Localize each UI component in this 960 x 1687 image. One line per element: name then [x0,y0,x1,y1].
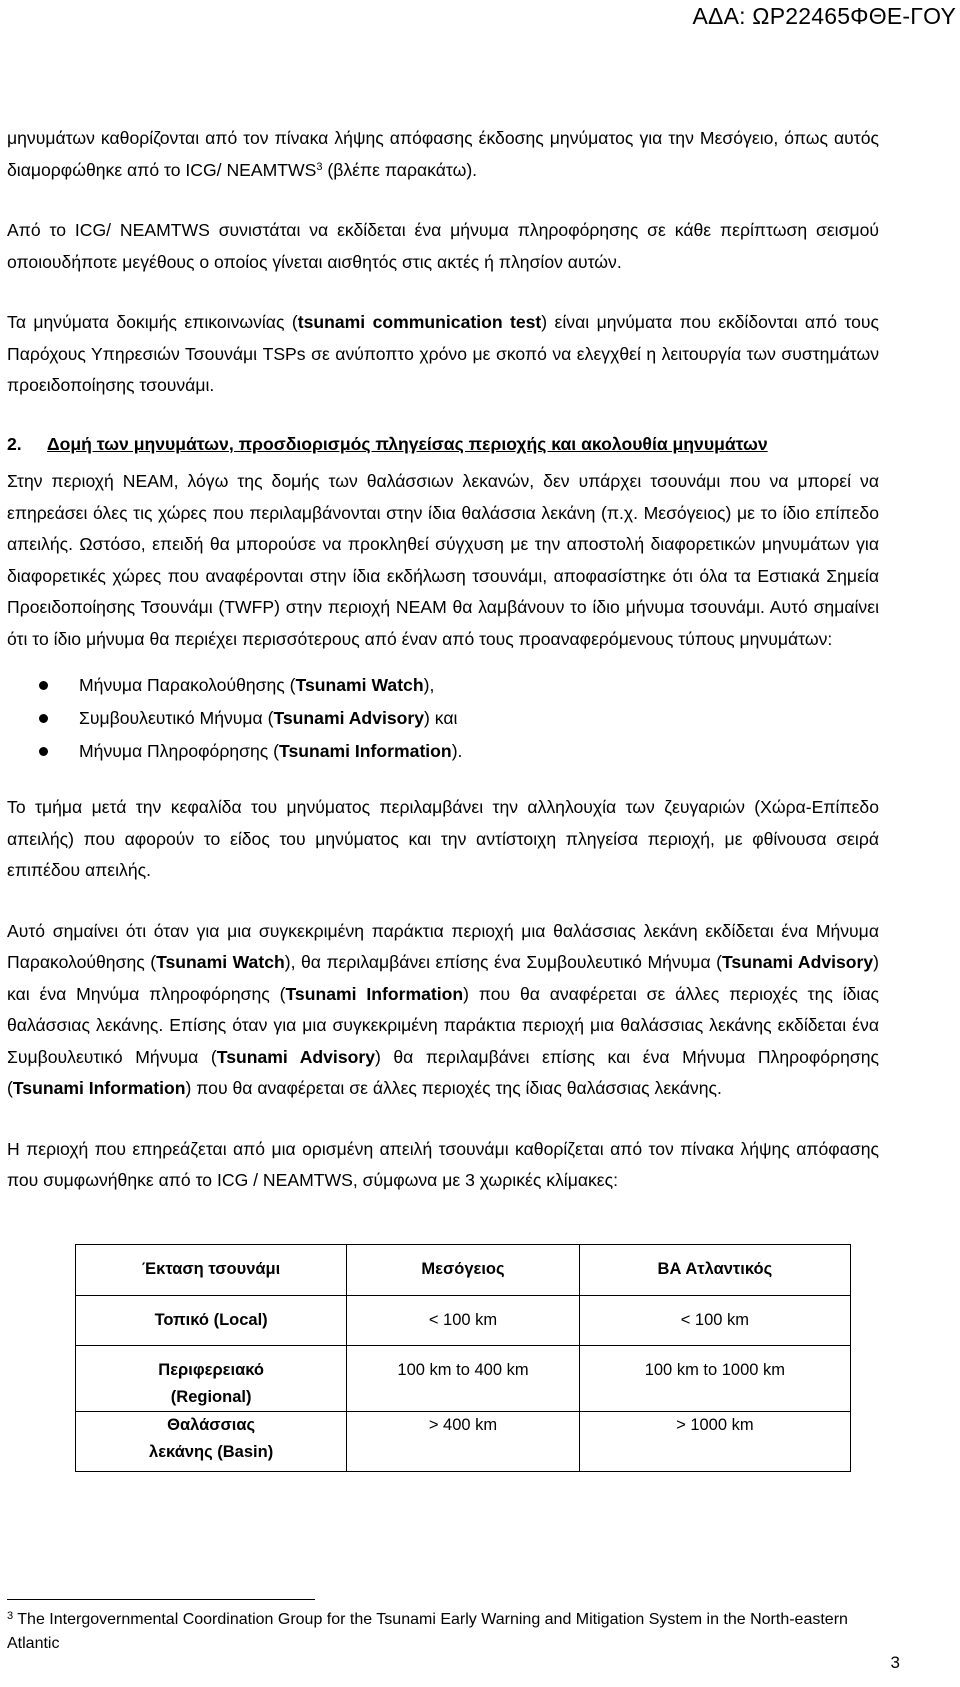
list-item-bold: Tsunami Information [279,741,452,761]
p3-text-a: Τα μηνύματα δοκιμής επικοινωνίας ( [7,312,298,332]
paragraph-4: Στην περιοχή NEAM, λόγω της δομής των θαλάσσιων λεκανών, δεν υπάρχει τσουνάμι που να μπορεί να επηρεάσει όλες τις χώρες που περιλαμβάνονται στην ίδια θαλάσσια λεκάνη (π.χ. Μεσόγειος) με το ίδιο επίπεδο απειλής. Ωστόσο, επειδή θα μπορούσε να προκληθεί σύγχυση με την αποστολή διαφορετικών μηνυμάτων για διαφορετικές χώρες που αναφέρονται στην ίδια εκδήλωση τσουνάμι, αποφασίστηκε ότι όλα τα Εστιακά Σημεία Προειδοποίησης Τσουνάμι (TWFP) στην περιοχή NEAM θα λαμβάνουν το ίδιο μήνυμα τσουνάμι. Αυτό σημαίνει ότι το ίδιο μήνυμα θα περιέχει περισσότερους από έναν από τους προαναφερόμενους τύπους μηνυμάτων: [7,471,879,649]
p3-text-c: ) είναι μηνύματα που εκδίδονται από τους Παρόχους Υπηρεσιών Τσουνάμι TSPs σε ανύποπτο χρόνο με σκοπό να ελεγχθεί η λειτουργία των συστημάτων προειδοποίησης τσουνάμι. [7,312,879,395]
list-item [7,669,879,702]
p6-text: ) που θα αναφέρεται σε άλλες περιοχές της ίδιας θαλάσσιας λεκάνης. Επίσης όταν για μια συγκεκριμένη παράκτια περιοχή μια θαλάσσιας λεκάνης εκδίδεται ένα Συμβουλευτικό Μήνυμα ( [7,983,879,1067]
paragraph-1-text: μηνυμάτων καθορίζονται από τον πίνακα λήψης απόφασης έκδοσης μηνύματος για την Μεσόγειο, όπως αυτός διαμορφώθηκε από το ICG/ NEAMTWS [7,128,879,180]
paragraph-1 [7,123,879,186]
table-row [76,1412,851,1472]
list-item-tail: ) και [424,708,458,728]
footnote [7,1608,887,1656]
paragraph-6 [7,916,879,1105]
table-cell: 100 km to 1000 km [579,1346,850,1412]
list-item [7,735,879,768]
table-cell: 100 km to 400 km [347,1346,580,1412]
section-title: Δομή των μηνυμάτων, προσδιορισμός πληγείσας περιοχής και ακολουθία μηνυμάτων [47,433,768,454]
p3-bold: tsunami communication test [297,312,542,332]
table-header: ΒΑ Ατλαντικός [579,1245,850,1296]
bullet-icon [39,714,48,723]
list-item-tail: ). [451,741,463,761]
list-item-text: Μήνυμα Πληροφόρησης ( [79,741,279,761]
table-cell: Τοπικό (Local) [76,1296,347,1346]
list-item [7,702,879,735]
table-cell: > 1000 km [579,1412,850,1472]
table-cell: Θαλάσσιας λεκάνης (Basin) [76,1412,347,1472]
p6-bold: Tsunami Advisory [721,952,874,972]
section-heading-2 [7,429,879,461]
list-item-bold: Tsunami Advisory [273,708,425,728]
page-number: 3 [890,1653,900,1672]
footnote-separator [7,1599,315,1600]
paragraph-5: Το τμήμα μετά την κεφαλίδα του μηνύματος περιλαμβάνει την αλληλουχία των ζευγαριών (Χώρα-Επίπεδο απειλής) που αφορούν το είδος του μηνύματος και την αντίστοιχη πληγείσα περιοχή, με φθίνουσα σειρά επιπέδου απειλής. [7,797,879,880]
paragraph-7: Η περιοχή που επηρεάζεται από μια ορισμένη απειλή τσουνάμι καθορίζεται από τον πίνακα λήψης απόφασης που συμφωνήθηκε από το ICG / NEAMTWS, σύμφωνα με 3 χωρικές κλίμακες: [7,1138,879,1190]
list-item-tail: ), [423,675,435,695]
p6-text: ), θα περιλαμβάνει επίσης ένα Συμβουλευτικό Μήνυμα ( [284,952,722,972]
document-header-ada: ΑΔΑ: ΩΡ22465ΦΘΕ-ΓΟΥ [692,3,956,29]
paragraph-2: Από το ICG/ NEAMTWS συνιστάται να εκδίδεται ένα μήνυμα πληροφόρησης σε κάθε περίπτωση σεισμού οποιουδήποτε μεγέθους ο οποίος γίνεται αισθητός στις ακτές ή πλησίον αυτών. [7,220,879,272]
table-cell: Περιφερειακό (Regional) [76,1346,347,1412]
table-cell: < 100 km [579,1296,850,1346]
list-item-bold: Tsunami Watch [295,675,424,695]
p6-text: ) θα περιλαμβάνει επίσης και ένα Μήνυμα Πληροφόρησης ( [7,1046,880,1098]
document-body [7,123,879,1226]
footnote-ref[interactable]: 3 [316,160,323,173]
list-item-text: Μήνυμα Παρακολούθησης ( [79,675,296,695]
paragraph-3 [7,307,879,402]
p6-text: ) και ένα Μηνύμα πληροφόρησης ( [7,952,880,1004]
p6-text: ) που θα αναφέρεται σε άλλες περιοχές της ίδιας θαλάσσιας λεκάνης. [185,1078,722,1098]
p6-bold: Tsunami Advisory [216,1046,375,1067]
table-row [76,1346,851,1412]
p6-bold: Tsunami Information [12,1078,186,1098]
message-type-list [7,669,879,768]
table-header: Μεσόγειος [347,1245,580,1296]
p6-bold: Tsunami Information [285,983,464,1004]
bullet-icon [39,747,48,756]
table-header: Έκταση τσουνάμι [76,1245,347,1296]
table-cell: < 100 km [347,1296,580,1346]
table-row [76,1296,851,1346]
table-cell: > 400 km [347,1412,580,1472]
tsunami-scale-table [75,1244,851,1472]
footnote-number: 3 [7,1610,14,1622]
p6-text: Αυτό σημαίνει ότι όταν για μια συγκεκριμένη παράκτια περιοχή μια θαλάσσιας λεκάνη εκδίδεται ένα Μήνυμα Παρακολούθησης ( [7,920,879,972]
bullet-icon [39,681,48,690]
footnote-text: The Intergovernmental Coordination Group for the Tsunami Early Warning and Mitigation System in the North-eastern Atlantic [7,1611,848,1652]
table-header-row [76,1245,851,1296]
p6-bold: Tsunami Watch [156,952,285,972]
list-item-text: Συμβουλευτικό Μήνυμα ( [79,708,274,728]
section-number: 2. [7,433,22,454]
paragraph-1-tail: (βλέπε παρακάτω). [322,159,478,180]
